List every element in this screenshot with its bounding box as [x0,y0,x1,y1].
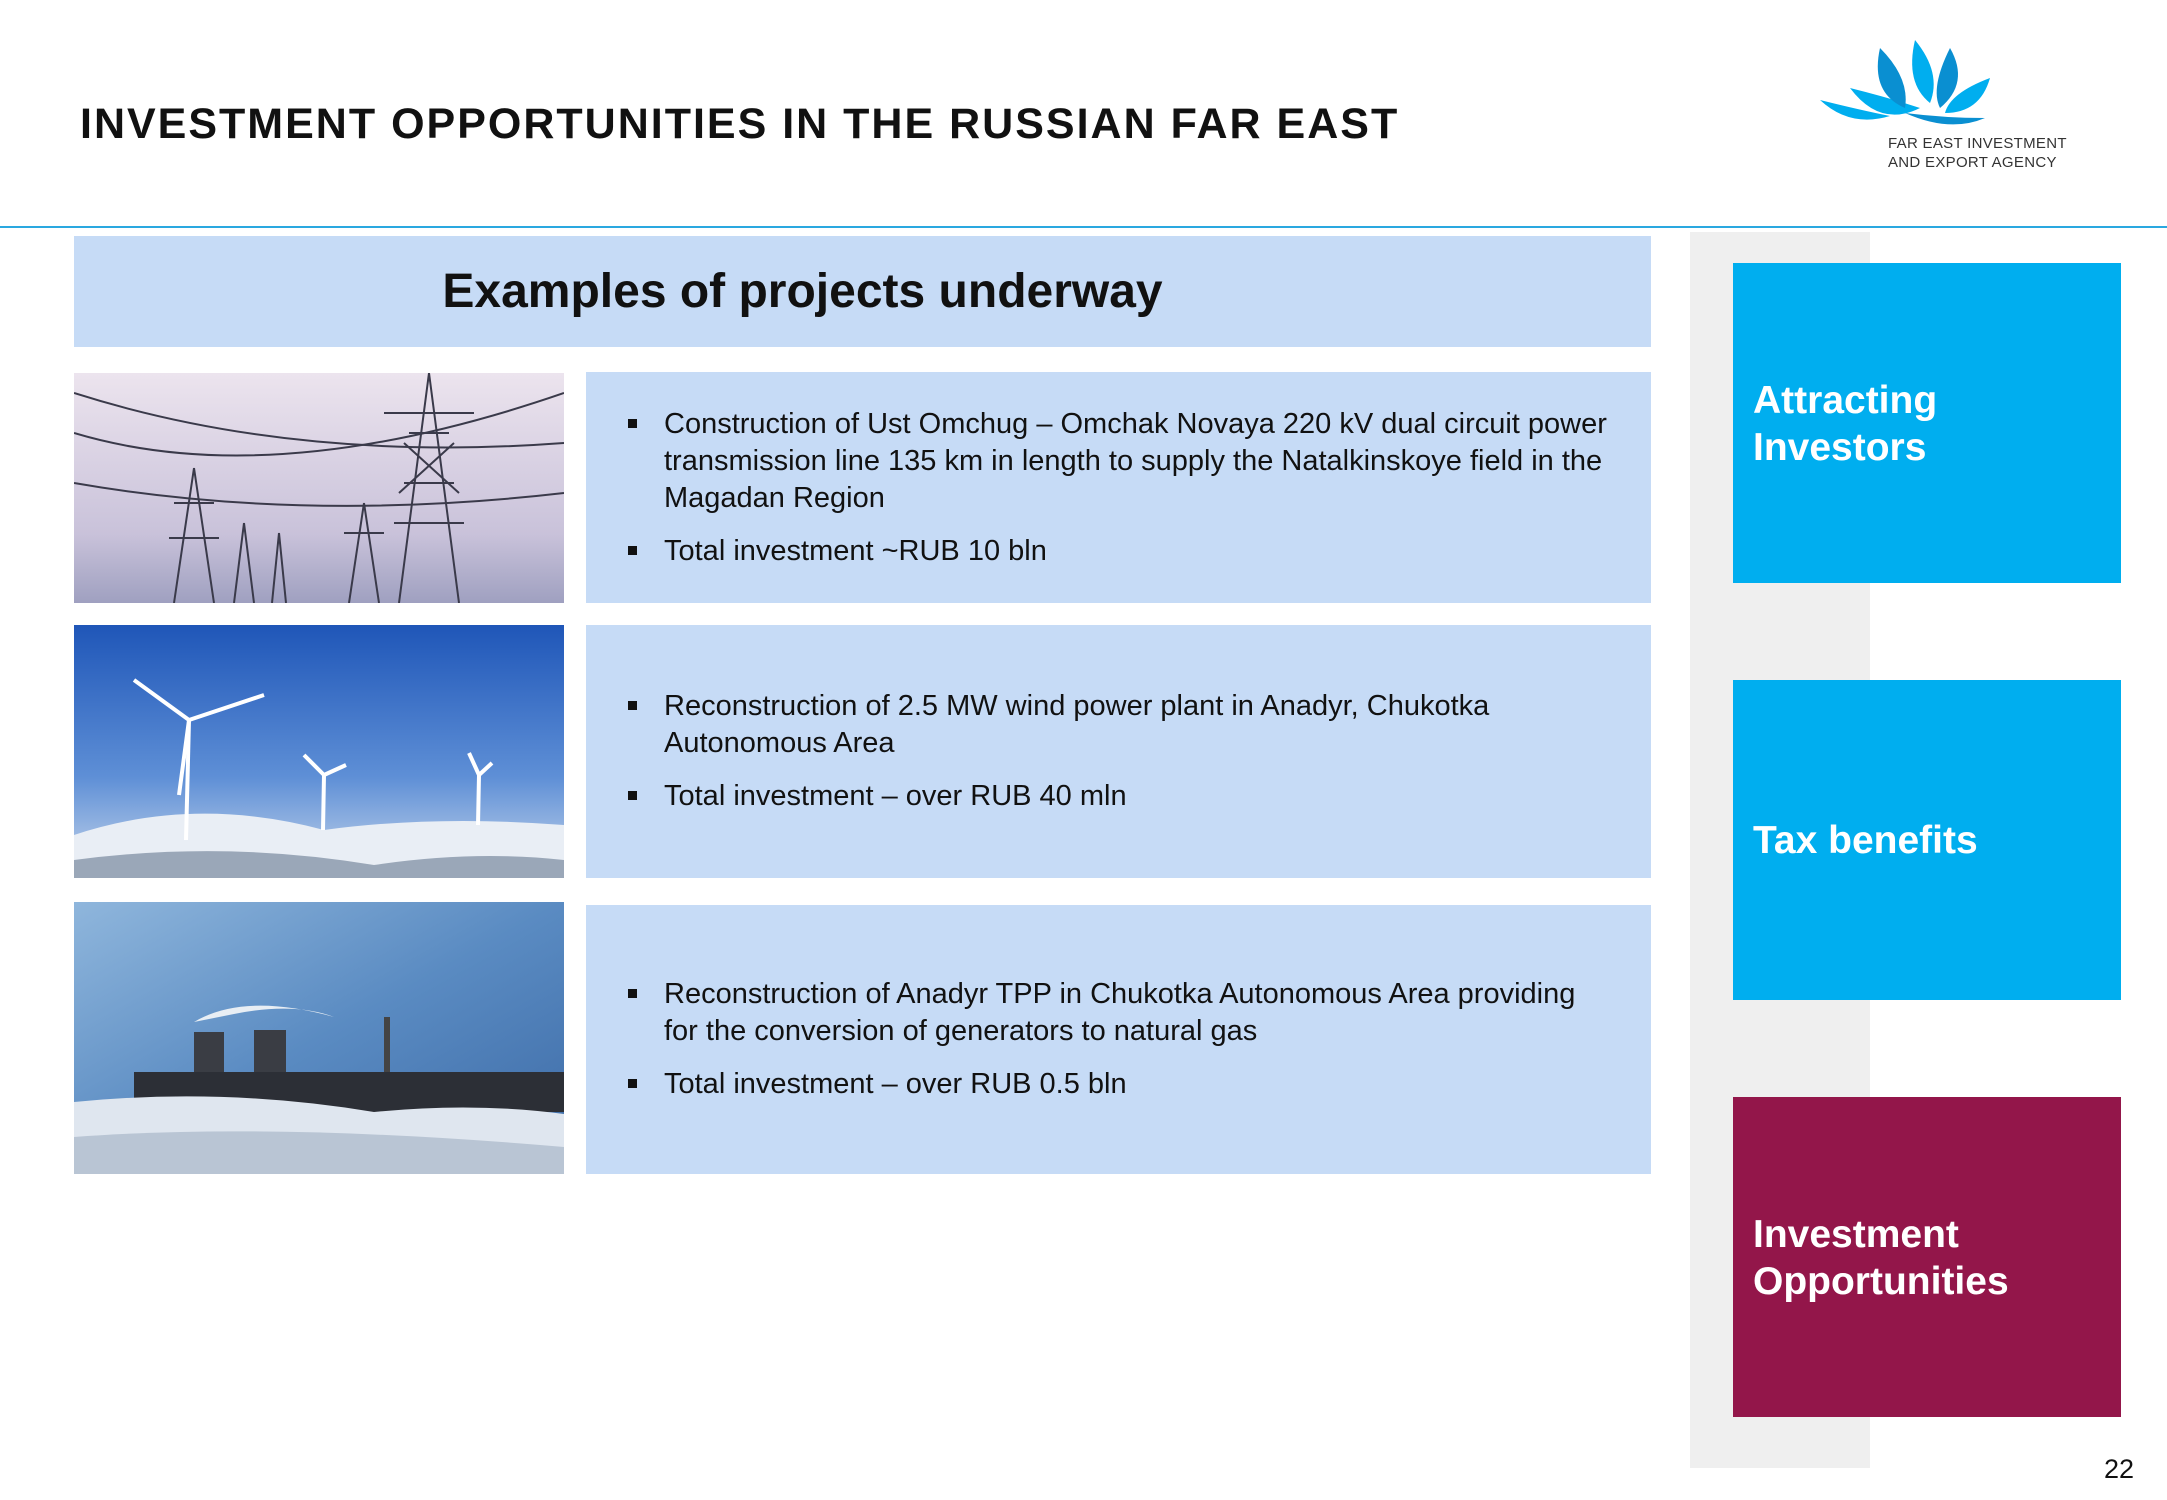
project-card-3 [586,905,1651,1174]
sidebar-tile-tax-benefits[interactable] [1733,680,2121,1000]
sidebar-tile-investment-opportunities[interactable] [1733,1097,2121,1417]
wind-turbines-photo [74,625,564,878]
thermal-power-plant-photo [74,902,564,1174]
logo-line-1: FAR EAST INVESTMENT [1888,135,2067,152]
sidebar-tile-label: Attracting Investors [1753,379,1938,469]
sidebar-tile-label: Tax benefits [1753,818,1978,862]
project-3-investment: Total investment – over RUB 0.5 bln [606,1066,1611,1103]
project-3-description: Reconstruction of Anadyr TPP in Chukotka Autonomous Area providing for the conversion of generators to natural gas [606,976,1611,1050]
project-card-1 [586,372,1651,603]
project-2-investment: Total investment – over RUB 40 mln [606,778,1611,815]
project-card-2 [586,625,1651,878]
logo-line-2: AND EXPORT AGENCY [1888,154,2057,171]
section-title: Examples of projects underway [442,265,1163,318]
project-1-description: Construction of Ust Omchug – Omchak Novaya 220 kV dual circuit power transmission line 135 km in length to supply the Natalkinskoye field in the Magadan Region [606,406,1611,517]
sidebar-tile-attracting-investors[interactable] [1733,263,2121,583]
sidebar-tile-label: Investment Opportunities [1753,1213,2009,1303]
section-banner [74,236,1651,347]
header-divider [0,226,2167,228]
agency-logo-text [1888,134,2067,172]
page-title: INVESTMENT OPPORTUNITIES IN THE RUSSIAN FAR EAST [80,100,1400,148]
project-2-description: Reconstruction of 2.5 MW wind power plant in Anadyr, Chukotka Autonomous Area [606,688,1611,762]
project-1-investment: Total investment ~RUB 10 bln [606,533,1611,570]
page-number: 22 [2104,1454,2135,1484]
power-transmission-towers-photo [74,373,564,603]
